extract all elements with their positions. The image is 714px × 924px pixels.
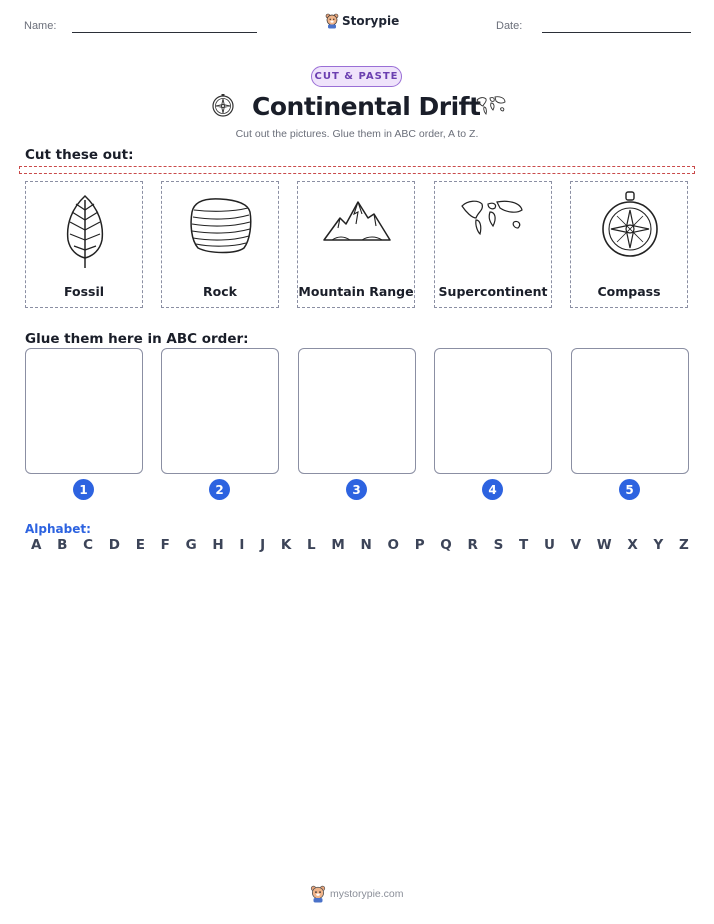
card-label: Mountain Range [298, 284, 414, 299]
world-map-icon [475, 94, 507, 116]
footer [310, 885, 404, 903]
glue-slot-2[interactable] [161, 348, 279, 474]
bear-mascot-icon [310, 885, 326, 903]
glue-slot-4[interactable] [434, 348, 552, 474]
alphabet-letter: Z [679, 537, 689, 553]
alphabet-letter: L [307, 537, 316, 553]
alphabet-row [25, 537, 695, 553]
alphabet-letter: M [331, 537, 345, 553]
cut-paste-badge: CUT & PASTE [311, 66, 402, 87]
name-line[interactable] [72, 32, 257, 33]
compass-icon [595, 190, 665, 270]
brand-name: Storypie [342, 14, 400, 28]
alphabet-letter: I [239, 537, 245, 553]
cut-card-compass[interactable] [570, 181, 688, 308]
alphabet-letter: U [543, 537, 555, 553]
mountain-range-icon [322, 190, 392, 270]
alphabet-letter: N [360, 537, 372, 553]
cut-line [19, 166, 695, 174]
rock-icon [186, 190, 256, 270]
date-label: Date: [496, 20, 523, 32]
card-label: Fossil [63, 284, 105, 299]
alphabet-letter: A [31, 537, 42, 553]
cut-section-heading: Cut these out: [25, 147, 134, 163]
alphabet-letter: G [185, 537, 197, 553]
alphabet-letter: V [570, 537, 582, 553]
alphabet-letter: J [260, 537, 266, 553]
name-label: Name: [24, 20, 57, 32]
cut-card-rock[interactable] [161, 181, 279, 308]
alphabet-letter: P [414, 537, 425, 553]
alphabet-letter: Y [653, 537, 664, 553]
alphabet-letter: H [212, 537, 224, 553]
fossil-leaf-icon [50, 190, 120, 270]
date-line[interactable] [542, 32, 691, 33]
slot-number-4: 4 [482, 479, 503, 500]
card-label: Supercontinent [438, 284, 548, 299]
card-label: Rock [203, 284, 237, 299]
alphabet-letter: D [108, 537, 120, 553]
alphabet-letter: S [493, 537, 504, 553]
cut-card-mountain-range[interactable] [297, 181, 415, 308]
alphabet-letter: C [83, 537, 94, 553]
glue-slot-5[interactable] [571, 348, 689, 474]
slot-number-2: 2 [209, 479, 230, 500]
glue-slot-1[interactable] [25, 348, 143, 474]
slot-number-1: 1 [73, 479, 94, 500]
glue-slot-3[interactable] [298, 348, 416, 474]
cut-card-supercontinent[interactable] [434, 181, 552, 308]
page-title: Continental Drift [252, 92, 481, 121]
slot-number-5: 5 [619, 479, 640, 500]
alphabet-letter: F [160, 537, 170, 553]
alphabet-letter: K [280, 537, 292, 553]
instructions: Cut out the pictures. Glue them in ABC order, A to Z. [235, 128, 479, 140]
brand-logo [325, 13, 399, 29]
glue-section-heading: Glue them here in ABC order: [25, 331, 249, 347]
compass-icon [210, 93, 236, 119]
alphabet-letter: X [627, 537, 638, 553]
alphabet-letter: R [467, 537, 478, 553]
alphabet-letter: T [519, 537, 529, 553]
slot-number-3: 3 [346, 479, 367, 500]
alphabet-letter: Q [440, 537, 452, 553]
world-map-icon [435, 190, 553, 270]
bear-mascot-icon [325, 13, 339, 29]
card-label: Compass [597, 284, 661, 299]
alphabet-letter: W [596, 537, 612, 553]
cut-card-fossil[interactable] [25, 181, 143, 308]
alphabet-letter: E [135, 537, 145, 553]
alphabet-label: Alphabet: [25, 522, 91, 536]
footer-url[interactable]: mystorypie.com [330, 888, 404, 900]
alphabet-letter: B [57, 537, 68, 553]
alphabet-letter: O [387, 537, 399, 553]
